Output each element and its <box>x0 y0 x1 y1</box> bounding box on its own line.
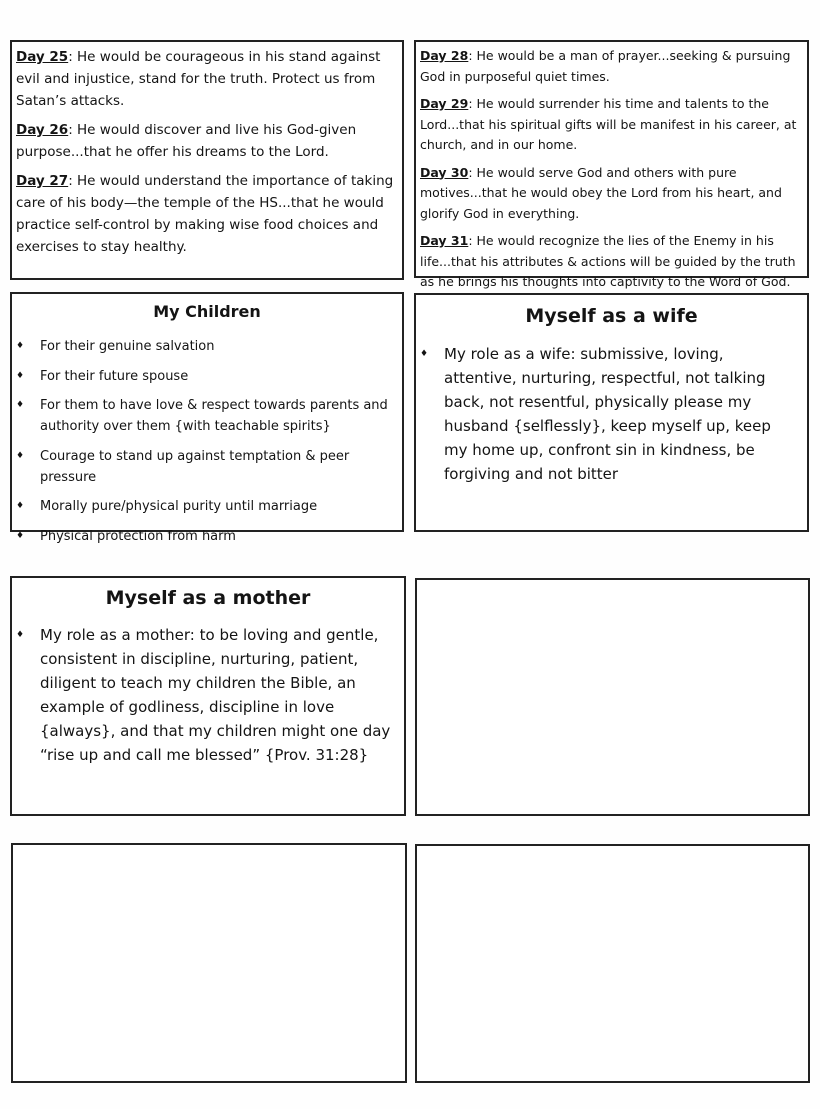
children-list <box>12 336 402 547</box>
day-text: : He would surrender his time and talents to the Lord...that his spiritual gifts will be manifest in his career, at church, and in our home. <box>420 96 797 152</box>
day-29-entry <box>420 94 803 156</box>
days-28-31-card <box>414 40 809 289</box>
day-30-entry <box>420 163 803 225</box>
day-25-entry <box>16 46 398 112</box>
day-label: Day 25 <box>16 49 69 65</box>
wife-list <box>416 342 807 486</box>
list-item-text: For their genuine salvation <box>40 339 215 354</box>
day-27-entry <box>16 170 398 258</box>
list-item <box>12 446 402 488</box>
list-item-text: For them to have love & respect towards parents and authority over them {with teachable spirits} <box>40 398 388 434</box>
list-item <box>12 526 402 547</box>
day-28-entry <box>420 46 803 87</box>
card-title: Myself as a wife <box>525 305 698 327</box>
list-item <box>12 395 402 437</box>
day-label: Day 30 <box>420 164 469 180</box>
mother-list <box>12 623 404 767</box>
card-title: My Children <box>153 302 261 321</box>
diamond-bullet-icon: ♦ <box>16 400 25 410</box>
diamond-bullet-icon: ♦ <box>16 530 25 541</box>
list-item-text: Physical protection from harm <box>40 528 236 544</box>
list-item <box>12 623 392 767</box>
diamond-bullet-icon: ♦ <box>16 501 25 511</box>
day-label: Day 28 <box>420 48 469 63</box>
day-text: : He would recognize the lies of the Enemy in his life...that his attributes & actions will be guided by the truth as he brings his thoughts into captivity to the Word of God. <box>420 233 796 289</box>
day-label: Day 26 <box>16 122 69 138</box>
day-text: : He would understand the importance of taking care of his body—the temple of the HS...that he would practice self-control by making wise food choices and exercises to stay healthy. <box>16 173 394 255</box>
card-title: Myself as a mother <box>105 587 311 609</box>
list-item-text: For their future spouse <box>40 368 189 384</box>
diamond-bullet-icon: ♦ <box>420 349 429 359</box>
blank-card <box>11 843 407 1083</box>
days-25-27-card <box>10 40 404 280</box>
diamond-bullet-icon: ♦ <box>16 630 25 640</box>
my-children-card <box>10 292 404 544</box>
myself-as-wife-card <box>414 293 809 532</box>
day-label: Day 27 <box>16 173 69 189</box>
diamond-bullet-icon: ♦ <box>16 450 25 461</box>
list-item-text: Courage to stand up against temptation & peer pressure <box>40 448 350 485</box>
diamond-bullet-icon: ♦ <box>16 341 25 351</box>
day-label: Day 29 <box>420 96 469 111</box>
list-item <box>12 366 402 387</box>
myself-as-mother-card <box>10 576 406 816</box>
list-item <box>12 336 402 357</box>
day-text: : He would be a man of prayer...seeking & pursuing God in purposeful quiet times. <box>420 48 791 84</box>
day-31-entry <box>420 231 803 293</box>
list-item <box>416 342 797 486</box>
blank-card <box>415 578 810 816</box>
day-text: : He would serve God and others with pure motives...that he would obey the Lord from his heart, and glorify God in everything. <box>420 164 782 221</box>
day-text: : He would discover and live his God-given purpose...that he offer his dreams to the Lord. <box>16 122 357 160</box>
list-item-text: Morally pure/physical purity until marriage <box>40 499 318 514</box>
diamond-bullet-icon: ♦ <box>16 370 25 381</box>
list-item-text: My role as a mother: to be loving and gentle, consistent in discipline, nurturing, patient, diligent to teach my children the Bible, an example of godliness, discipline in love {always}, and that my children might one day “rise up and call me blessed” {Prov. 31:28} <box>40 626 391 764</box>
day-26-entry <box>16 119 398 163</box>
list-item-text: My role as a wife: submissive, loving, attentive, nurturing, respectful, not talking back, not resentful, physically please my husband {selflessly}, keep myself up, keep my home up, confront sin in kindness, be forgiving and not bitter <box>444 345 771 483</box>
list-item <box>12 496 402 517</box>
day-text: : He would be courageous in his stand against evil and injustice, stand for the truth. Protect us from Satan’s attacks. <box>16 49 381 109</box>
day-label: Day 31 <box>420 233 469 248</box>
blank-card <box>415 844 810 1083</box>
